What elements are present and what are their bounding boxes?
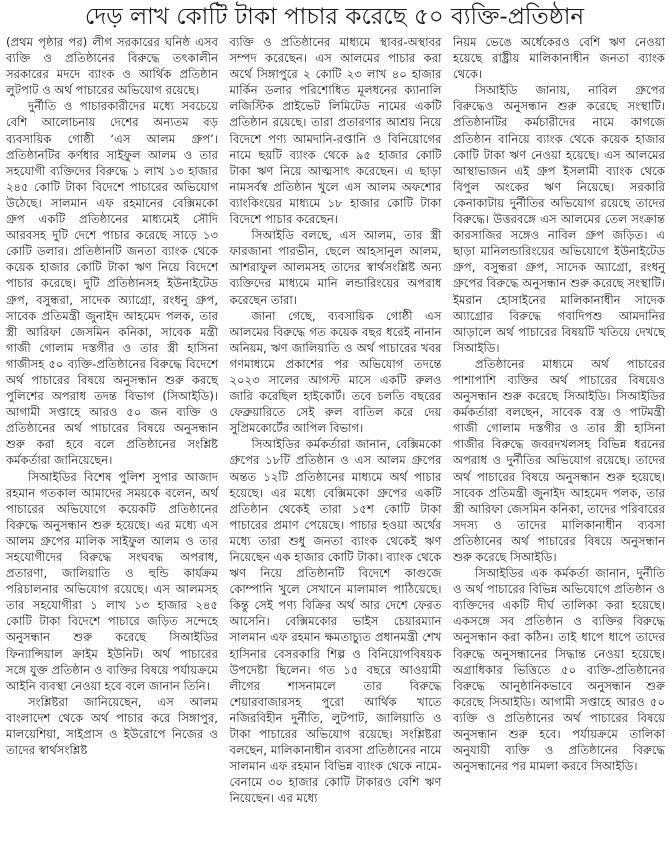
paragraph: সংশ্লিষ্টরা জানিয়েছেন, এস আলম বাংলাদেশ থেকে অর্থ পাচার করে সিঙ্গাপুর, মালয়েশিয়া, সাইপ্রাস ও ইউরোপে নিজের ও তাদের স্বার্থসংশ্লিষ্ট — [6, 694, 218, 758]
paragraph: নিয়ম ভেঙে অর্ধেকেরও বেশি ঋণ নেওয়া হয়েছে রাষ্ট্রীয় মালিকানাধীন জনতা ব্যাংক থেকে। — [453, 35, 665, 82]
paragraph-text: লীগ সরকারের ঘনিষ্ঠ এসব ব্যক্তি ও প্রতিষ্ঠানের বিরুদ্ধে তৎকালীন সরকারের মদদে ব্যাংক ও আর্থিক প্রতিষ্ঠান লুটপাট ও অর্থ পাচারের অভিযোগ রয়েছে। — [6, 35, 219, 98]
column-2 — [230, 34, 442, 807]
paragraph: ব্যক্তি ও প্রতিষ্ঠানের মাধ্যমে স্থাবর-অস্থাবর সম্পদ করেছেন। এস আলমের পাচার করা অর্থে সিঙ্গাপুরে ২ কোটি ২৩ লাখ ৪০ হাজার মার্কিন ডলার পরিশোধিত মূলধনের ক্যানালি লজিস্টিক প্রাইভেট লিমিটেড নামের একটি প্রতিষ্ঠান রয়েছে। তারা প্রতারণার আশ্রয় নিয়ে বিদেশে পণ্য আমদানি-রপ্তানি ও বিনিয়োগের নামে ছয়টি ব্যাংক থেকে ৯৫ হাজার কোটি টাকা ঋণ নিয়ে আত্মসাৎ করেছেন। এ ছাড়া নামসর্বস্ব প্রতিষ্ঠান খুলে এস আলম অফশোর ব্যাংকিংয়ের মাধ্যমে ১৮ হাজার কোটি টাকা বিদেশে পাচার করেছেন। — [229, 35, 442, 227]
paragraph: জানা গেছে, ব্যবসায়িক গোষ্ঠী এস আলমের বিরুদ্ধে গত কয়েক বছর ধরেই নানান অনিয়ম, ঋণ জালিয়াতি ও অর্থ পাচারের খবর গণমাধ্যমে প্রকাশের পর অভিযোগ তদন্তে ২০২৩ সালের আগস্ট মাসে একটি রুলও জারি করেছিল হাইকোর্ট। তবে চলতি বছরের ফেব্রুয়ারিতে সেই রুল বাতিল করে দেয় সুপ্রিমকোর্টের আপিল বিভাগ। — [229, 308, 442, 436]
paragraph — [6, 34, 218, 98]
paragraph: সিআইডির কর্মকর্তারা জানান, বেক্সিমকো গ্রুপের ১৮টি প্রতিষ্ঠান ও এস আলম গ্রুপের অন্তত ১২টি প্রতিষ্ঠানের মাধ্যমে অর্থ পাচার হয়েছে। এর মধ্যে বেক্সিমকো গ্রুপের একটি প্রতিষ্ঠান থেকেই তারা ১৫শ কোটি টাকা পাচারের প্রমাণ পেয়েছে। পাচার হওয়া অর্থের মধ্যে তারা শুধু জনতা ব্যাংক থেকেই ঋণ নিয়েছেন এক হাজার কোটি টাকা। ব্যাংক থেকে ঋণ নিয়ে প্রতিষ্ঠানটি বিদেশে কাগুজে কোম্পানি খুলে সেখানে মালামাল পাঠিয়েছে। কিন্তু সেই পণ্য বিক্রির অর্থ আর দেশে ফেরত আসেনি। বেক্সিমকোর ভাইস চেয়ারম্যান সালমান এফ রহমান ক্ষমতাচ্যুত প্রধানমন্ত্রী শেখ হাসিনার বেসরকারি শিল্প ও বিনিয়োগবিষয়ক উপদেষ্টা ছিলেন। গত ১৫ বছরে আওয়ামী লীগের শাসনামলে তার বিরুদ্ধে শেয়ারবাজারসহ পুরো আর্থিক খাতে নজিরবিহীন দুর্নীতি, লুটপাট, জালিয়াতি ও টাকা পাচারের অভিযোগ রয়েছে। সংশ্লিষ্টরা বলছেন, মালিকানাধীন ব্যবসা প্রতিষ্ঠানের নামে সালমান এফ রহমান বিভিন্ন ব্যাংক থেকে নামে-বেনামে ৩০ হাজার কোটি টাকারও বেশি ঋণ নিয়েছেন। এর মধ্যে — [229, 437, 442, 806]
article-headline: দেড় লাখ কোটি টাকা পাচার করেছে ৫০ ব্যক্তি-প্রতিষ্ঠান — [84, 4, 585, 30]
paragraph: সিআইডির এক কর্মকর্তা জানান, দুর্নীতি ও অর্থ পাচারের বিভিন্ন অভিযোগে প্রতিষ্ঠান ও ব্যক্তিদের একটি দীর্ঘ তালিকা করা হয়েছে। একসঙ্গে সব প্রতিষ্ঠান ও ব্যক্তির বিরুদ্ধে অনুসন্ধান করা কঠিন। তাই ধাপে ধাপে তাদের বিরুদ্ধে অনুসন্ধানের সিদ্ধান্ত নেওয়া হয়েছে। অগ্রাধিকার ভিত্তিতে ৫০ ব্যক্তি-প্রতিষ্ঠানের বিরুদ্ধে আনুষ্ঠানিকভাবে অনুসন্ধান শুরু করেছে সিআইডি। আগামী সপ্তাহে আরও ৫০ ব্যক্তি ও প্রতিষ্ঠানের অর্থ পাচারের বিষয়ে অনুসন্ধান শুরু হবে। পর্যায়ক্রমে তালিকা অনুযায়ী ব্যক্তি ও প্রতিষ্ঠানের বিরুদ্ধে অনুসন্ধানের পর মামলা করবে সিআইডি। — [453, 566, 665, 774]
paragraph: সিআইডি জানায়, নাবিল গ্রুপের বিরুদ্ধেও অনুসন্ধান শুরু করেছে সংস্থাটি। প্রতিষ্ঠানটির কর্মচারীদের নামে কাগজে প্রতিষ্ঠান বানিয়ে ব্যাংক থেকে কয়েক হাজার কোটি টাকা ঋণ নেওয়া হয়েছে। এস আলমের আস্থাভাজন এই গ্রুপ ইসলামী ব্যাংক থেকে বিপুল অংকের ঋণ নিয়েছে। সরকারি কেনাকাটায় দুর্নীতির অভিযোগ রয়েছে তাদের বিরুদ্ধে। উত্তরবঙ্গে এস আলমের তেল সংক্রান্ত কারসাজির সঙ্গেও নাবিল গ্রুপ জড়িত। এ ছাড়া মানিলন্ডারিংয়ের অভিযোগে ইউনাইটেড গ্রুপ, বসুন্ধরা গ্রুপ, সাদেক অ্যাগ্রো, রংধনু গ্রুপের বিরুদ্ধে অনুসন্ধান শুরু করেছে সংস্থাটি। ইমরান হোসাইনের মালিকানাধীন সাদেক অ্যাগ্রোর বিরুদ্ধে গবাদিপশু আমদানির আড়ালে অর্থ পাচারের বিষয়টি খতিয়ে দেখছে সিআইডি। — [453, 83, 665, 355]
paragraph: দুর্নীতি ও পাচারকারীদের মধ্যে সবচেয়ে বেশি আলোচনায় দেশের অন্যতম বড় ব্যবসায়িক গোষ্ঠী ‘এস আলম গ্রুপ’। প্রতিষ্ঠানটির কর্ণধার সাইফুল আলম ও তার সহযোগী ব্যক্তিদের বিরুদ্ধে ১ লাখ ১৩ হাজার ২৪৫ কোটি টাকা বিদেশে পাচারের অভিযোগ উঠেছে। সালমান এফ রহমানের বেক্সিমকো গ্রুপ একটি প্রতিষ্ঠানের মাধ্যমেই সৌদি আরবসহ দুটি দেশে পাচার করেছে সাড়ে ১৩ কোটি ডলার। প্রতিষ্ঠানটি জনতা ব্যাংক থেকে কয়েক হাজার কোটি টাকা ঋণ নিয়ে বিদেশে পাচার করেছে। দুটি প্রতিষ্ঠানসহ ইউনাইটেড গ্রুপ, বসুন্ধরা, সাদেক অ্যাগ্রো, রংধনু গ্রুপ, সাবেক প্রতিমন্ত্রী জুনাইদ আহমেদ পলক, তার স্ত্রী আরিফা জেসমিন কনিকা, সাবেক মন্ত্রী গাজী গোলাম দস্তগীর ও তার স্ত্রী হাসিনা গাজীসহ ৫০ ব্যক্তি-প্রতিষ্ঠানের বিরুদ্ধে বিদেশে অর্থ পাচারের বিষয়ে অনুসন্ধান শুরু করছে পুলিশের অপরাধ তদন্ত বিভাগ (সিআইডি)। আগামী সপ্তাহে আরও ৫০ জন ব্যক্তি ও প্রতিষ্ঠানের অর্থ পাচারের বিষয়ে অনুসন্ধান শুরু করা হবে বলে প্রতিষ্ঠানের সংশ্লিষ্ট কর্মকর্তারা জানিয়েছেন। — [6, 99, 218, 468]
paragraph: সিআইডি বলছে, এস আলম, তার স্ত্রী ফারজানা পারভীন, ছেলে আহসানুল আলম, আশরাফুল আলমসহ তাদের স্বার্থসংশ্লিষ্ট অন্য ব্যক্তিদের মাধ্যমে মানি লন্ডারিংয়ের অপরাধ করেছেন তারা। — [229, 228, 442, 307]
paragraph: প্রতিষ্ঠানের মাধ্যমে অর্থ পাচারের পাশাপাশি ব্যক্তির অর্থ পাচারের বিষয়েও অনুসন্ধান শুরু করেছে সিআইডি। সিআইডির কর্মকর্তারা বলছেন, সাবেক বস্ত্র ও পাটমন্ত্রী গাজী গোলাম দস্তগীর ও তার স্ত্রী হাসিনা গাজীর বিরুদ্ধে জবরদখলসহ বিভিন্ন ধরনের অপরাধ ও দুর্নীতির অভিযোগ রয়েছে। তাদের অর্থ পাচারের বিষয়ে অনুসন্ধান শুরু হয়েছে। সাবেক প্রতিমন্ত্রী জুনাইদ আহমেদ পলক, তার স্ত্রী আরিফা জেসমিন কনিকা, তাদের পরিবারের সদস্য ও তাদের মালিকানাধীন ব্যবসা প্রতিষ্ঠানের অর্থ পাচারের বিষয়ে অনুসন্ধান শুরু করেছে সিআইডি। — [453, 356, 665, 564]
column-1 — [6, 34, 218, 807]
continuation-label: (প্রথম পৃষ্ঠার পর) — [6, 35, 88, 49]
paragraph: সিআইডির বিশেষ পুলিশ সুপার আজাদ রহমান গতকাল আমাদের সময়কে বলেন, অর্থ পাচারের অভিযোগে কয়েকটি প্রতিষ্ঠানের বিরুদ্ধে অনুসন্ধান শুরু হয়েছে। এর মধ্যে এস আলম গ্রুপের মালিক সাইফুল আলম ও তার সহযোগীদের বিরুদ্ধে সংঘবদ্ধ অপরাধ, প্রতারণা, জালিয়াতি ও হুন্ডি কার্যক্রম পরিচালনার অভিযোগ রয়েছে। এস আলমসহ তার সহযোগীরা ১ লাখ ১৩ হাজার ২৪৫ কোটি টাকা বিদেশে পাচারে জড়িত সন্দেহে অনুসন্ধান শুরু করেছে সিআইডির ফিন্যান্সিয়াল ক্রাইম ইউনিট। অর্থ পাচারের সঙ্গে যুক্ত প্রতিষ্ঠান ও ব্যক্তির বিষয়ে পর্যায়ক্রমে আইনি ব্যবস্থা নেওয়া হবে বলে জানান তিনি। — [6, 469, 218, 693]
column-3 — [453, 34, 665, 807]
article-body — [0, 34, 669, 807]
